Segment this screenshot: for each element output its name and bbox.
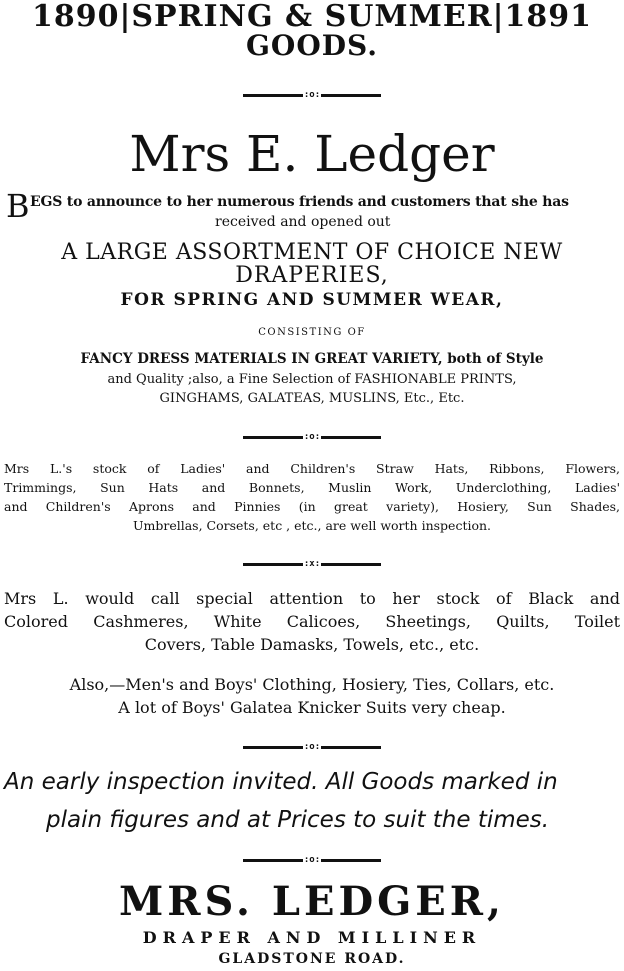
- stock-line-2: Trimmings, Sun Hats and Bonnets, Muslin Work, Underclothing, Ladies': [4, 480, 620, 495]
- separator: :o:: [0, 90, 624, 100]
- separator: :x:: [0, 559, 624, 569]
- intro-line-1: EGS to announce to her numerous friends and customers that she has: [30, 194, 569, 210]
- stock-line-4: Umbrellas, Corsets, etc , etc., are well worth inspection.: [132, 518, 492, 533]
- also-line-2: A lot of Boys' Galatea Knicker Suits very cheap.: [118, 698, 506, 717]
- separator: :o:: [0, 432, 624, 442]
- fancy-line-3: GINGHAMS, GALATEAS, MUSLINS, Etc., Etc.: [159, 391, 465, 406]
- year-right: 1891: [504, 0, 593, 34]
- header-divider: |: [492, 0, 505, 34]
- headline-line-3: FOR SPRING AND SUMMER WEAR,: [120, 290, 504, 310]
- consisting-of: CONSISTING OF: [258, 327, 366, 338]
- attention-line-2: Colored Cashmeres, White Calicoes, Sheetings, Quilts, Toilet: [4, 612, 620, 631]
- also-line-1: Also,—Men's and Boys' Clothing, Hosiery, Ties, Collars, etc.: [69, 675, 555, 694]
- intro-line-2: received and opened out: [215, 214, 391, 230]
- separator: :o:: [0, 855, 624, 865]
- fancy-line-2: and Quality ;also, a Fine Selection of FASHIONABLE PRINTS,: [107, 372, 517, 387]
- year-left: 1890: [31, 0, 120, 34]
- separator: :o:: [0, 742, 624, 752]
- footer-address: GLADSTONE ROAD.: [218, 951, 406, 967]
- footer-trade: DRAPER AND MILLINER: [142, 928, 482, 947]
- inspection-line-2: plain figures and at Prices to suit the times.: [46, 807, 550, 833]
- headline-line-1: A LARGE ASSORTMENT OF CHOICE NEW: [61, 240, 563, 265]
- stock-line-1: Mrs L.'s stock of Ladies' and Children's Straw Hats, Ribbons, Flowers,: [4, 461, 620, 476]
- attention-line-1: Mrs L. would call special attention to her stock of Black and: [4, 589, 620, 608]
- inspection-line-1: An early inspection invited. All Goods marked in: [4, 769, 558, 795]
- stock-line-3: and Children's Aprons and Pinnies (in great variety), Hosiery, Sun Shades,: [4, 499, 620, 514]
- headline-line-2: DRAPERIES,: [235, 263, 389, 288]
- header-divider: |: [119, 0, 132, 34]
- season-title: SPRING & SUMMER: [131, 0, 493, 34]
- footer-merchant-name: MRS. LEDGER,: [119, 878, 505, 925]
- attention-line-3: Covers, Table Damasks, Towels, etc., etc.: [144, 635, 480, 654]
- drop-cap: B: [6, 187, 30, 225]
- goods-title: GOODS.: [246, 29, 378, 62]
- merchant-name: Mrs E. Ledger: [129, 125, 495, 183]
- fancy-line-1: FANCY DRESS MATERIALS IN GREAT VARIETY, both of Style: [80, 351, 544, 367]
